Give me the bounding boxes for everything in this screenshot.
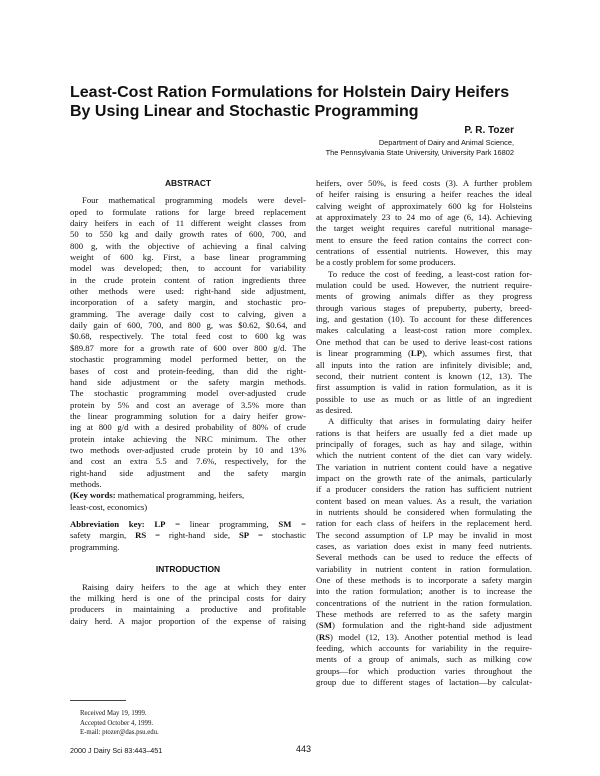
text-line: methods. (70, 478, 102, 489)
text-line: through various stages of prepuberty, puberty, breed- (316, 302, 532, 313)
text-line: groups—for which production varies throughout the (316, 665, 532, 676)
text-line: into the ration formulation; another is to increase the (316, 586, 532, 597)
affiliation-line: Department of Dairy and Animal Science, (378, 138, 514, 147)
text-line: and cost an extra 5.5 and 7.6%, respectively, for the (70, 456, 306, 467)
text-line: protein by 5% and cost an average of 3.5% more than (70, 399, 306, 410)
text-line: if a producer considers the ration has sufficient nutrient (316, 484, 532, 495)
keywords-line: least-cost, economics) (70, 501, 148, 512)
author-name: P. R. Tozer (464, 125, 514, 136)
text-line: centrations of essential nutrients. However, this may (316, 246, 532, 257)
text-line: These methods are referred to as the safety margin (316, 609, 532, 620)
abstract-heading: ABSTRACT (164, 178, 212, 188)
text-line: the milking herd is one of the principal costs for dairy (70, 593, 306, 604)
text-line: of heifer raising is ensuring a heifer reaches the ideal (316, 189, 532, 200)
text-line: cases, as variation does exist in many feed nutrients. (316, 541, 532, 551)
text-line: in nutrients should be considered when formulating the (316, 506, 532, 517)
keywords-line (70, 490, 306, 501)
text-line: To reduce the cost of feeding, a least-cost ration for- (328, 268, 532, 279)
text-line: at approximately 23 to 24 mo of age (6, 14). Achieving (316, 212, 532, 223)
text-line: heifers, over 50%, is feed costs (3). A further problem (316, 178, 532, 188)
text-line: possible to use as much or as little of an ingredient (316, 393, 532, 404)
text-line: The stochastic programming model over-adjusted crude (70, 388, 306, 399)
text-line: right-hand side adjustment and the safety margin (70, 467, 306, 478)
paper-title (70, 83, 540, 121)
journal-citation: 2000 J Dairy Sci 83:443–451 (70, 746, 163, 755)
text-line: makes calculating a least-cost ration more complex. (316, 325, 532, 336)
text-line: (SM) formulation and the right-hand side adjustment (316, 620, 532, 631)
text-line: dairy heifers in each of 11 different weight classes from (70, 218, 306, 229)
text-line: Four mathematical programming models were devel- (82, 195, 306, 206)
text-line: mulation could be used. However, the nutrient require- (316, 280, 532, 291)
text-line: first assumption is valid in ration formulation, as it is (316, 382, 532, 393)
text-line: (RS) model (12, 13). Another potential method is lead (316, 631, 532, 642)
title-line: By Using Linear and Stochastic Programming (70, 103, 419, 120)
text-line: hand side adjustment or the safety margin methods. (70, 376, 306, 387)
text-line: producers in maintaining a productive and profitable (70, 604, 306, 615)
paragraph (316, 178, 532, 269)
received-date: Received May 19, 1999. (80, 710, 147, 717)
text-line: ration for each class of heifers in the replacement herd. (316, 518, 532, 529)
author-affiliation (326, 138, 514, 158)
text-line: principally of forages, such as hay and silage, within (316, 438, 532, 449)
text-line: model was developed; then, to account for variability (70, 263, 306, 274)
author-email: E-mail: ptozer@das.psu.edu. (80, 729, 159, 736)
text-line: stochastic programming model performed better, on the (70, 354, 306, 365)
text-line: weight of 600 kg. First, a base linear programming (70, 252, 306, 263)
text-line: Several methods can be used to reduce the effects of (316, 552, 532, 563)
text-line: be a costly problem for some producers. (316, 257, 456, 268)
paragraph (316, 360, 532, 417)
text-line: variability in nutrient content in ration formulation. (316, 563, 532, 574)
text-line: dairy herd. A major proportion of the expense of raising (70, 615, 306, 626)
text-line: A difficulty that arises in formulating dairy heifer (328, 416, 532, 427)
text-line: ments of growing animals differ as they progress (316, 291, 532, 302)
text-line: ing, and gestation (10). To account for these differences (316, 314, 532, 325)
left-column (70, 178, 306, 627)
paragraph (316, 416, 532, 620)
title-line: Least-Cost Ration Formulations for Holstein Dairy Heifers (70, 84, 510, 101)
abbreviation-line: programming. (70, 541, 120, 552)
text-line: all inputs into the ration are infinitely divisible; and, (316, 359, 532, 370)
text-line: incorporation of a safety margin, and stochastic pro- (70, 297, 306, 308)
text-line: $0.68, respectively. The total feed cost to 600 kg was (70, 331, 306, 342)
footnotes (80, 709, 159, 738)
text-line: daily gain of 600, 700, and 800 g, was $0.62, $0.64, and (70, 320, 306, 331)
text-line: $89.87 more for a growth rate of 600 over 800 g/d. The (70, 342, 306, 353)
text-line: is linear programming (LP), which assumes first, that (316, 348, 532, 359)
text-line: 50 to 550 kg and daily growth rates of 600, 700, and (70, 229, 306, 240)
keywords-text: mathematical programming, heifers, (115, 490, 245, 501)
abbreviation-line: safety margin, RS = right-hand side, SP = stochastic (70, 530, 306, 541)
abstract-body (70, 195, 306, 490)
text-line: gramming. The average daily cost to calving, given a (70, 308, 306, 319)
footnote-divider (70, 700, 126, 701)
text-line: other methods were used: right-hand side adjustment, (70, 286, 306, 297)
paragraph (316, 269, 532, 348)
text-line: content based on mean values. As a result, the variation (316, 495, 532, 506)
abbreviation-label: Abbreviation key: (70, 518, 145, 529)
introduction-heading: INTRODUCTION (155, 564, 221, 575)
text-line: Raising dairy heifers to the age at which they enter (82, 581, 306, 592)
text-line: ments of a group of animals, such as milking cow (316, 654, 532, 665)
text-line: second, their nutrient content is known (12, 13). The (316, 370, 532, 381)
text-line: The variation in nutrient content could have a negative (316, 461, 532, 472)
text-line: concentrations of the nutrient in the ration formulation. (316, 597, 532, 608)
text-line: One method that can be used to derive least-cost rations (316, 336, 532, 347)
text-line: protein intake achieving the NRC minimum. The other (70, 433, 306, 444)
text-line: oped to formulate rations for large breed replacement (70, 206, 306, 217)
sm-abbreviation: SM (318, 620, 332, 631)
affiliation-line: The Pennsylvania State University, University Park 16802 (325, 148, 514, 157)
text-line: feeding, which accounts for variability in the require- (316, 643, 532, 654)
text-line: calving weight of approximately 600 kg for Holsteins (316, 200, 532, 211)
text-line: the linear programming solution for a dairy heifer grow- (70, 410, 306, 421)
text-line: bases of cost and protein-feeding, than did the right- (70, 365, 306, 376)
text-line: The second assumption of LP may be invalid in most (316, 529, 532, 540)
page-number: 443 (296, 744, 312, 754)
text-line: group due to different stages of lactation—by calculat- (316, 677, 532, 688)
text-line: in the crude protein content of ration ingredients three (70, 274, 306, 285)
rs-abbreviation: RS (318, 631, 331, 642)
right-column (316, 178, 532, 688)
lp-abbreviation: LP (410, 348, 423, 359)
text-line: two methods over-adjusted crude protein by 10 and 13% (70, 444, 306, 455)
text-line: the target weight requires careful nutritional manage- (316, 223, 532, 234)
paragraph (316, 643, 532, 688)
text-line: ment to ensure the feed ration contains the correct con- (316, 234, 532, 245)
text-line: ing at 800 g/d with a desired probability of 80% of crude (70, 422, 306, 433)
text-line: rations is that heifers are usually fed a diet made up (316, 427, 532, 438)
text-line: 800 g, with the objective of achieving a final calving (70, 240, 306, 251)
keywords-label: (Key words: (70, 490, 116, 501)
text-line: which the nutrient content of the diet can vary widely. (316, 450, 532, 461)
introduction-body (70, 582, 306, 627)
text-line: One of these methods is to incorporate a safety margin (316, 575, 532, 586)
text-line: impact on the growth rate of the animals, particularly (316, 472, 532, 483)
abbreviation-line: Abbreviation key: LP = linear programming, SM = (70, 518, 306, 529)
accepted-date: Accepted October 4, 1999. (80, 719, 154, 727)
text-line: as desired. (316, 404, 353, 415)
